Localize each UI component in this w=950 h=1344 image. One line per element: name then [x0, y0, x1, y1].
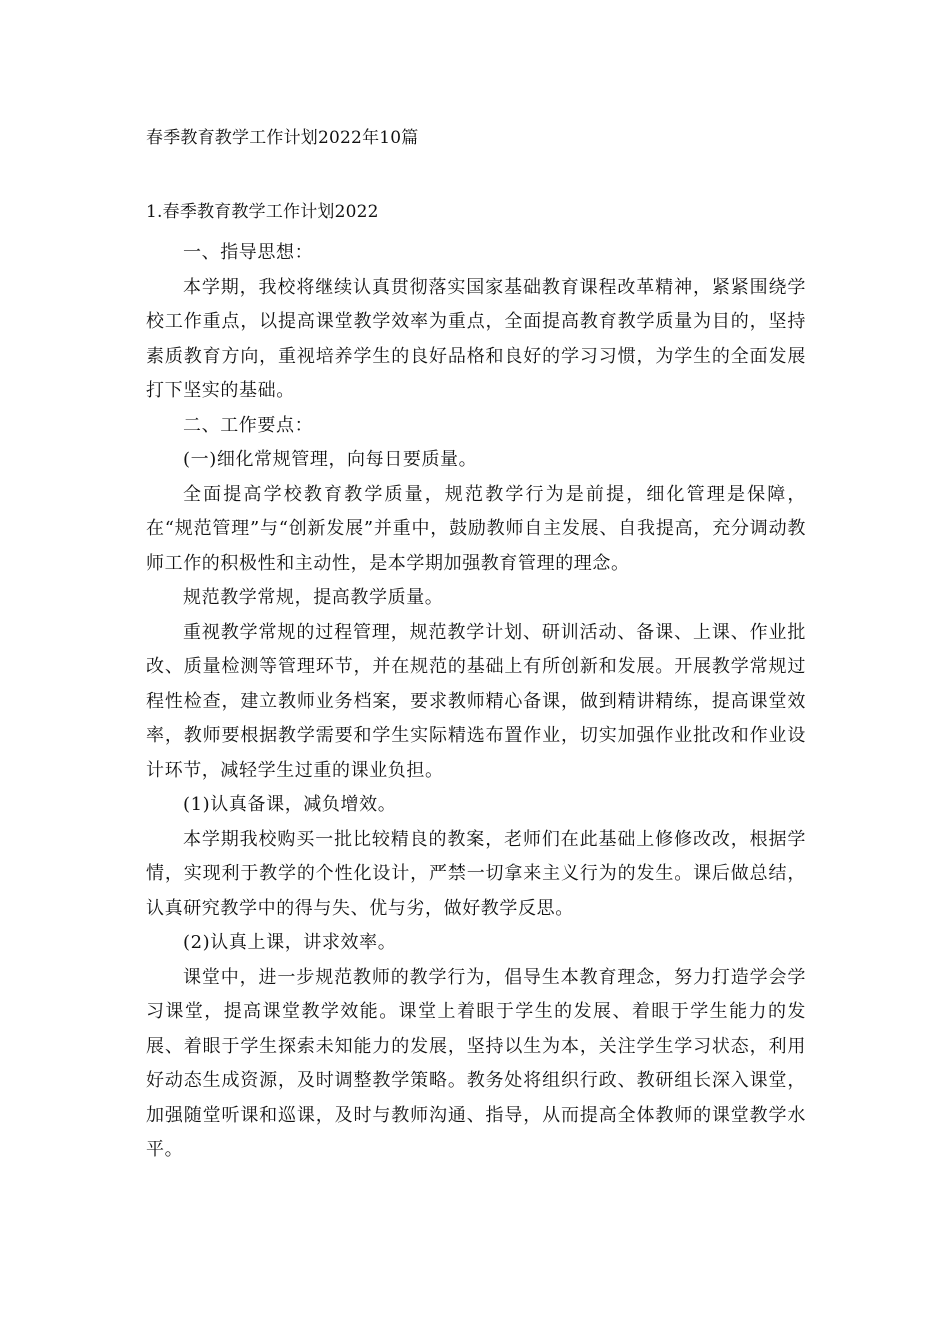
subheading-teaching-routine: 规范教学常规，提高教学质量。	[183, 587, 444, 608]
paragraph-teaching-routine: 重视教学常规的过程管理，规范教学计划、研训活动、备课、上课、作业批改、质量检测等管理环节，并在规范的基础上有所创新和发展。开展教学常规过程性检查，建立教师业务档案，要求教师精心备课，做到精讲精练，提高课堂效率，教师要根据教学需要和学生实际精选布置作业，切实加强作业批改和作业设计环节，减轻学生过重的课业负担。	[146, 621, 806, 781]
subheading-lesson-prep: (1)认真备课，减负增效。	[183, 794, 397, 815]
subheading-routine-management: (一)细化常规管理，向每日要质量。	[183, 449, 478, 470]
paragraph-classroom-teaching: 课堂中，进一步规范教师的教学行为，倡导生本教育理念，努力打造学会学习课堂，提高课堂教学效能。课堂上着眼于学生的发展、着眼于学生能力的发展、着眼于学生探索未知能力的发展，坚持以生为本，关注学生学习状态，利用好动态生成资源，及时调整教学策略。教务处将组织行政、教研组长深入课堂，加强随堂听课和巡课，及时与教师沟通、指导，从而提高全体教师的课堂教学水平。	[146, 966, 806, 1160]
document-body	[146, 236, 806, 1168]
paragraph-guiding-ideology: 本学期，我校将继续认真贯彻落实国家基础教育课程改革精神，紧紧围绕学校工作重点，以提高课堂教学效率为重点，全面提高教育教学质量为目的，坚持素质教育方向，重视培养学生的良好品格和良好的学习习惯，为学生的全面发展打下坚实的基础。	[146, 276, 806, 401]
subheading-classroom-teaching: (2)认真上课，讲求效率。	[183, 932, 397, 953]
heading-guiding-ideology: 一、指导思想：	[183, 242, 314, 263]
paragraph-lesson-prep: 本学期我校购买一批比较精良的教案，老师们在此基础上修修改改，根据学情，实现利于教学的个性化设计，严禁一切拿来主义行为的发生。课后做总结，认真研究教学中的得与失、优与劣，做好教学反思。	[146, 828, 806, 919]
paragraph-routine-management: 全面提高学校教育教学质量，规范教学行为是前提，细化管理是保障，在“规范管理”与“创新发展”并重中，鼓励教师自主发展、自我提高，充分调动教师工作的积极性和主动性，是本学期加强教育管理的理念。	[146, 483, 806, 574]
heading-work-points: 二、工作要点：	[183, 414, 314, 436]
section-title: 1.春季教育教学工作计划2022	[146, 202, 379, 222]
document-title: 春季教育教学工作计划2022年10篇	[146, 128, 419, 148]
